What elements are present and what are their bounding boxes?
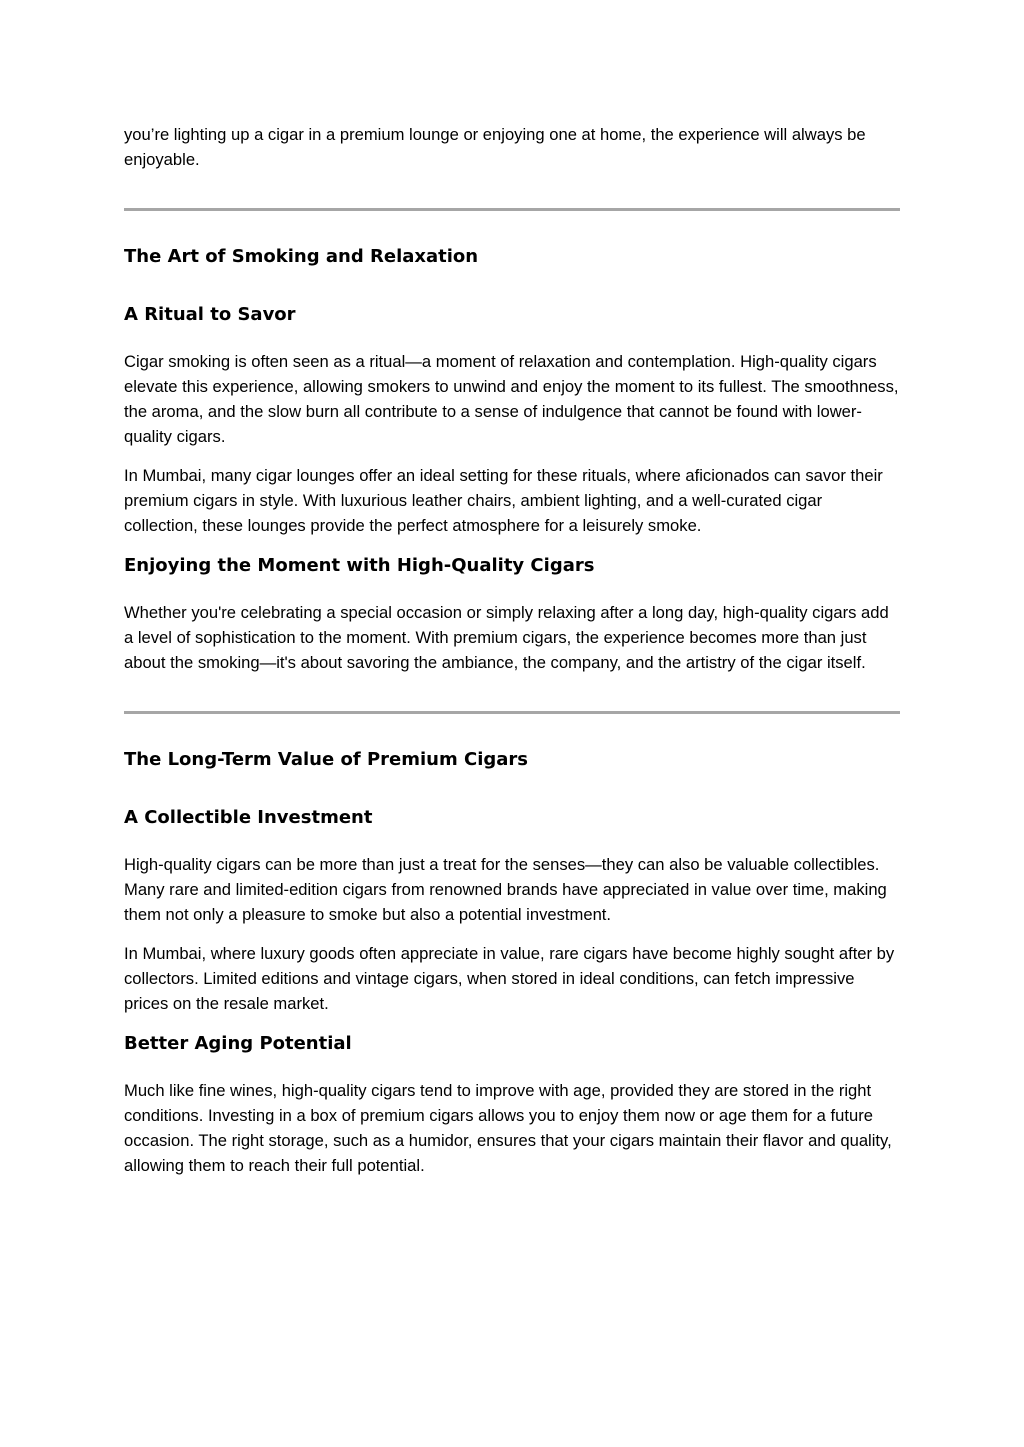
section-divider: [124, 711, 900, 714]
subheading-aging: Better Aging Potential: [124, 1033, 352, 1054]
paragraph-ritual-2: In Mumbai, many cigar lounges offer an ideal setting for these rituals, where aficionados can savor their premium cigars in style. With luxurious leather chairs, ambient lighting, and a well-curated cigar collection, these lounges provide the perfect atmosphere for a leisurely smoke.: [124, 466, 883, 535]
subheading-ritual: A Ritual to Savor: [124, 304, 296, 325]
paragraph-collectible-1: High-quality cigars can be more than just a treat for the senses—they can also be valuable collectibles. Many rare and limited-edition cigars from renowned brands have appreciated in value over time, making them not only a pleasure to smoke but also a potential investment.: [124, 855, 887, 924]
paragraph-collectible-2: In Mumbai, where luxury goods often appreciate in value, rare cigars have become highly sought after by collectors. Limited editions and vintage cigars, when stored in ideal conditions, can fetch impressive prices on the resale market.: [124, 944, 895, 1013]
section-title-art: The Art of Smoking and Relaxation: [124, 246, 479, 267]
paragraph-enjoying-1: Whether you're celebrating a special occasion or simply relaxing after a long day, high-quality cigars add a level of sophistication to the moment. With premium cigars, the experience becomes more than just about the smoking—it's about savoring the ambiance, the company, and the artistry of the cigar itself.: [124, 603, 889, 672]
paragraph-ritual-1: Cigar smoking is often seen as a ritual—a moment of relaxation and contemplation. High-quality cigars elevate this experience, allowing smokers to unwind and enjoy the moment to its fullest. The smoothness, the aroma, and the slow burn all contribute to a sense of indulgence that cannot be found with lower-quality cigars.: [124, 352, 899, 446]
paragraph-aging-1: Much like fine wines, high-quality cigars tend to improve with age, provided they are stored in the right conditions. Investing in a box of premium cigars allows you to enjoy them now or age them for a future occasion. The right storage, such as a humidor, ensures that your cigars maintain their flavor and quality, allowing them to reach their full potential.: [124, 1081, 892, 1175]
section-divider: [124, 208, 900, 211]
intro-paragraph: you’re lighting up a cigar in a premium lounge or enjoying one at home, the experience will always be enjoyable.: [124, 125, 866, 169]
subheading-collectible: A Collectible Investment: [124, 807, 373, 828]
document-content: [124, 122, 900, 1178]
section-title-value: The Long-Term Value of Premium Cigars: [124, 749, 528, 770]
subheading-enjoying: Enjoying the Moment with High-Quality Cigars: [124, 555, 595, 576]
